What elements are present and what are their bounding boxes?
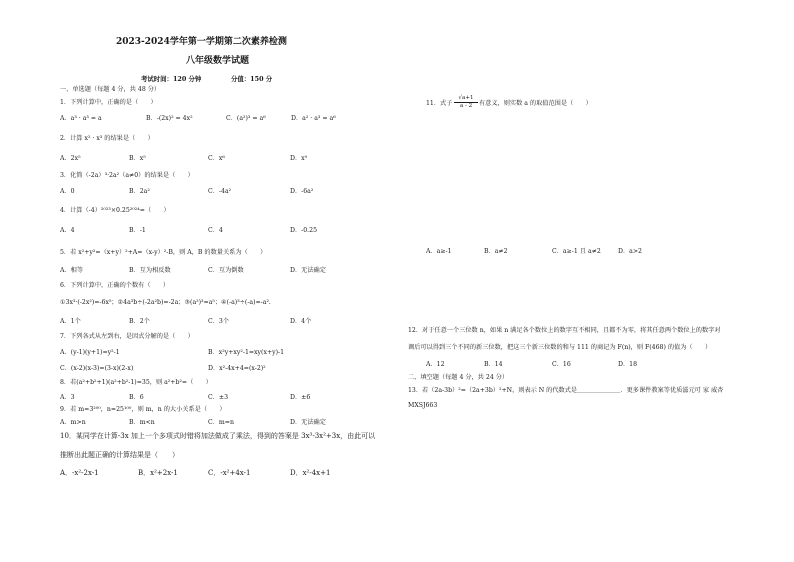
q13-stem	[408, 387, 723, 395]
q3-option-c: C．-4a²	[208, 188, 232, 195]
q1-option-c: C．(a²)³ = a⁶	[226, 115, 266, 122]
q6-option-d: D．4个	[290, 318, 312, 325]
q4-option-b: B．-1	[129, 227, 146, 234]
q11-option-a: A．a≥-1	[426, 248, 452, 255]
q11-fraction-denominator: a - 2	[459, 103, 473, 109]
q5-option-c: C．互为倒数	[208, 267, 244, 274]
q5-option-b: B．互为相反数	[129, 267, 171, 274]
q12-option-c: C．16	[552, 361, 571, 368]
q1-stem: 1．下列计算中，正确的是（ ）	[60, 99, 157, 106]
q10-option-b: B．x²+2x-1	[138, 469, 178, 477]
q3-stem: 3．化简（-2a）³·2a²（a≠0）的结果是（ ）	[60, 172, 194, 179]
q11-stem-pre: 11．式子	[426, 100, 453, 107]
q5-stem: 5．若 x²+y²=（x+y）²+A=（x-y）²-B，则 A，B 的数量关系为（ ）	[60, 249, 267, 256]
q10-option-a: A．-x²-2x-1	[60, 469, 99, 477]
q11-option-c: C．a≥-1 且 a≠2	[552, 248, 601, 255]
q1-option-a: A．a³ · a³ = a	[60, 115, 102, 122]
q6-option-a: A．1个	[60, 318, 81, 325]
q7-option-d: D．x²-4x+4=(x-2)²	[208, 365, 266, 372]
q7-option-b: B．x²y+xy²-1=xy(x+y)-1	[208, 349, 285, 356]
q13-answer-blank: ＿＿＿＿＿＿＿	[577, 387, 621, 394]
q9-option-d: D．无法确定	[290, 419, 326, 426]
q10-option-d: D．x²-4x+1	[290, 469, 331, 477]
q12-stem-line2: 调后可以得到三个不同的新三位数，把这三个新三位数的和与 111 的商记为 F(n)，则 F(468) 的值为（ ）	[408, 344, 712, 351]
q12-option-b: B．14	[484, 361, 503, 368]
q12-option-a: A．12	[426, 361, 445, 368]
q5-option-a: A．相等	[60, 267, 84, 274]
q8-option-c: C．±3	[208, 394, 229, 401]
q4-option-d: D．-0.25	[290, 227, 318, 234]
q6-option-b: B．2个	[129, 318, 150, 325]
q3-option-d: D．-6a²	[290, 188, 314, 195]
q9-option-c: C．m=n	[208, 419, 234, 426]
exam-title: 2023-2024学年第一学期第二次素养检测	[116, 37, 287, 47]
q8-option-b: B．6	[129, 394, 144, 401]
q1-option-d: D．a² · a³ = a⁶	[291, 115, 336, 122]
q3-option-a: A．0	[60, 188, 75, 195]
q8-option-d: D．±6	[290, 394, 311, 401]
q2-option-b: B．x⁵	[129, 155, 146, 162]
q10-stem-line2: 推断出此题正确的计算结果是（ ）	[60, 451, 179, 459]
q2-option-a: A．2x⁵	[60, 155, 81, 162]
q6-stem: 6．下列计算中，正确的个数有（ ）	[60, 282, 170, 289]
q12-stem-line1: 12．对于任意一个三位数 n，如果 n 满足各个数位上的数字互不相同，且都不为零，将其任意两个数位上的数字对	[408, 327, 721, 334]
q7-option-a: A．(y-1)(y+1)=y²-1	[60, 349, 120, 356]
q11-option-d: D．a>2	[618, 248, 642, 255]
q10-stem-line1: 10．某同学在计算-3x 加上一个多项式时错将加法做成了乘法，得到的答案是 3x³-3x²+3x，由此可以	[60, 432, 376, 440]
section-heading-2: 二、填空题（每题 4 分，共 24 分）	[408, 374, 509, 381]
q2-option-c: C．x⁶	[208, 155, 225, 162]
q7-stem: 7．下列各式从左到右，是因式分解的是（ ）	[60, 333, 194, 340]
q1-option-b: B．-(2x)² = 4x²	[146, 115, 193, 122]
q11-stem-post: 有意义，则实数 a 的取值范围是（ ）	[479, 100, 592, 107]
q13-code: MXSJ663	[408, 402, 438, 409]
q8-stem: 8．若(a²+b²+1)(a²+b²-1)=35，则 a²+b²=（ ）	[60, 379, 212, 386]
section-heading-1: 一、单选题（每题 4 分，共 48 分）	[60, 86, 161, 93]
q11-fraction	[454, 95, 478, 110]
q2-option-d: D．x⁹	[290, 155, 308, 162]
q10-option-c: C．-x²+4x-1	[208, 469, 251, 477]
q7-option-c: C．(x-2)(x-3)=(3-x)(2-x)	[60, 365, 134, 372]
q4-stem: 4．计算（-4）²⁰²³×0.25²⁰²⁴=（ ）	[60, 207, 170, 214]
q13-stem-text: 13．若（2a-3b）²=（2a+3b）²+N，则表示 N 的代数式是	[408, 387, 578, 394]
q4-option-a: A．4	[60, 227, 75, 234]
q2-stem: 2．计算 x² · x³ 的结果是（ ）	[60, 135, 154, 142]
q3-option-b: B．2a²	[129, 188, 150, 195]
exam-time: 考试时间：120 分钟	[141, 75, 202, 83]
q8-option-a: A．3	[60, 394, 75, 401]
q12-option-d: D．18	[618, 361, 638, 368]
q11-fraction-numerator: √a+1	[454, 95, 478, 103]
q13-note: ．更多课件教案等优质滋元可 家 威杏	[620, 387, 724, 394]
q6-items: ①3x³·(-2x²)=-6x⁵；②4a³b÷(-2a²b)=-2a；③(a²)³=a⁵；④(-a)³÷(-a)=-a².	[60, 299, 271, 306]
q4-option-c: C．4	[208, 227, 223, 234]
q11-option-b: B．a≠2	[484, 248, 508, 255]
exam-score: 分值：150 分	[231, 75, 273, 83]
exam-subtitle: 八年级数学试题	[186, 56, 250, 66]
q9-option-a: A．m>n	[60, 419, 86, 426]
q9-stem: 9．若 m=3²⁰⁰，n=25¹⁰⁰，则 m，n 的大小关系是（ ）	[60, 406, 226, 413]
q5-option-d: D．无法确定	[290, 267, 326, 274]
q6-option-c: C．3个	[208, 318, 230, 325]
q9-option-b: B．m<n	[129, 419, 155, 426]
